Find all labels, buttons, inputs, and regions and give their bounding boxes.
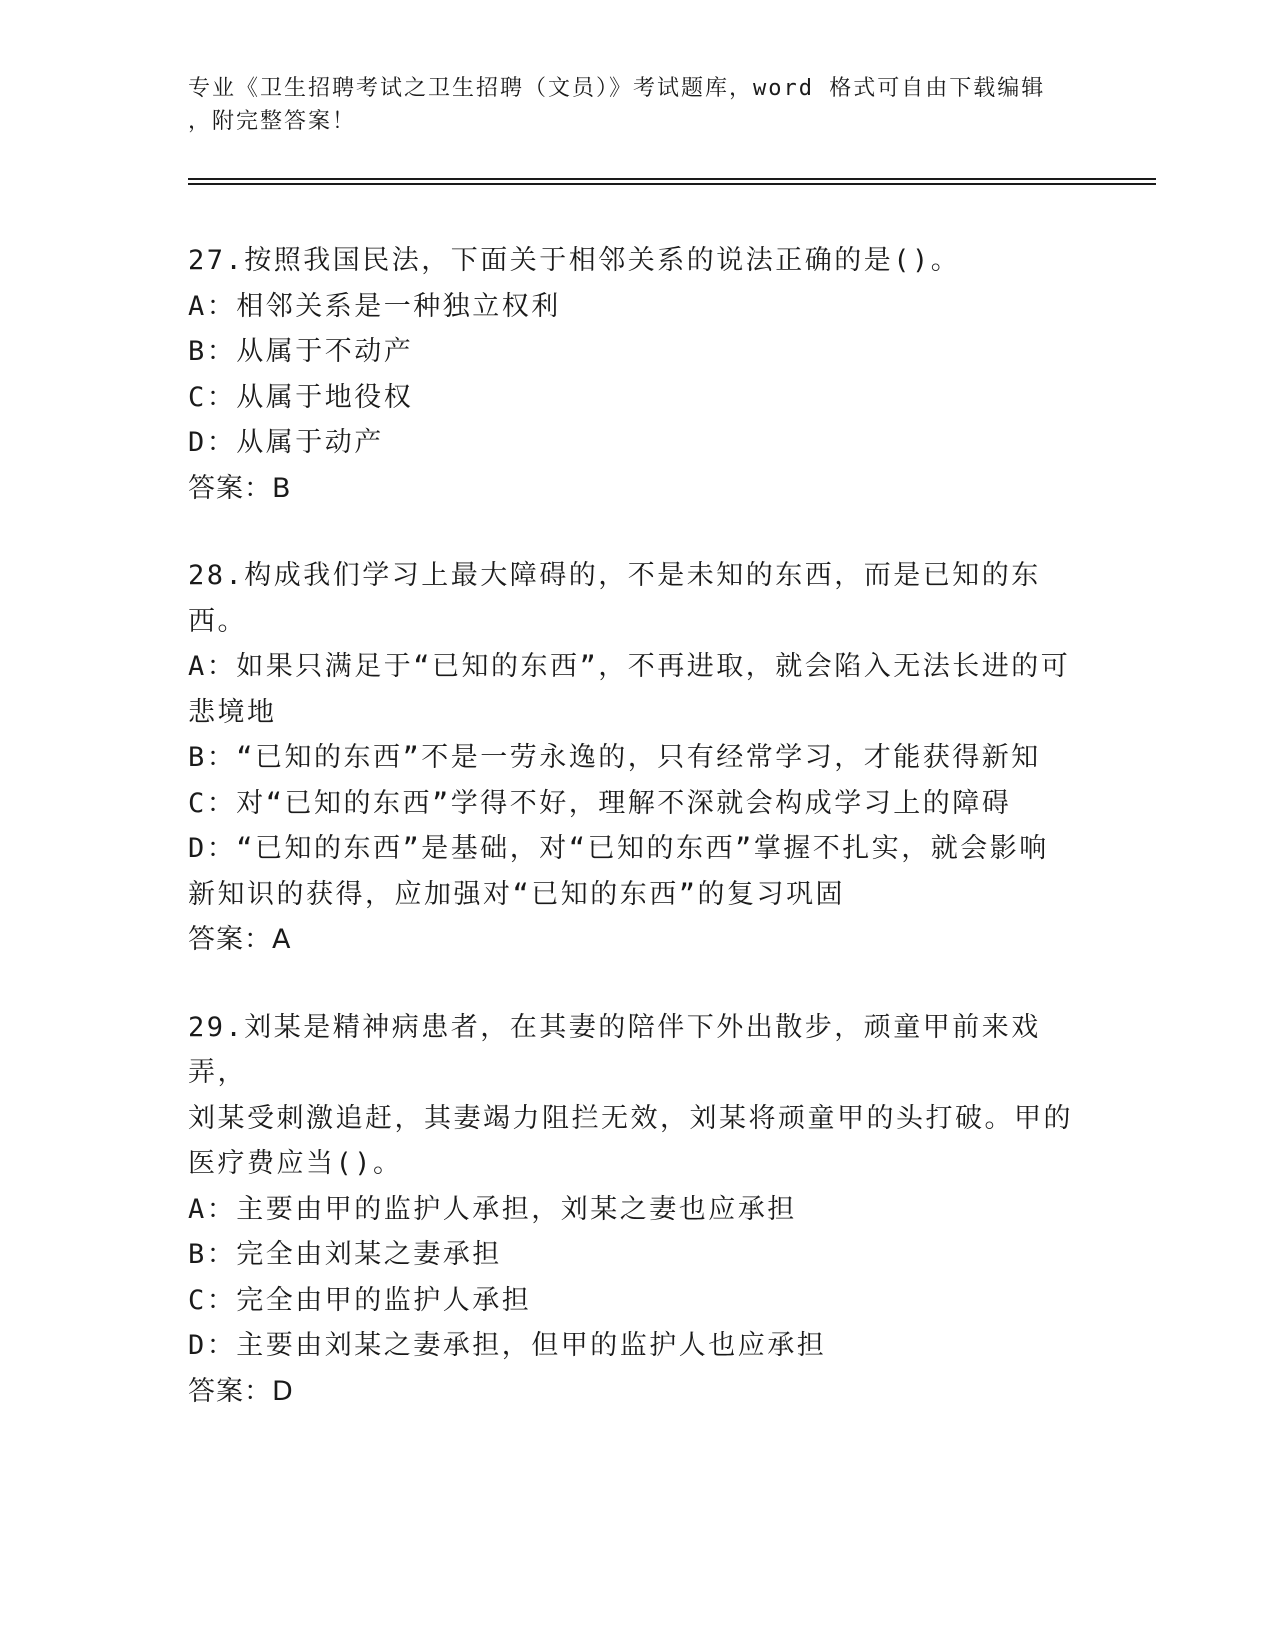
question-stem-continued: 刘某受刺激追赶，其妻竭力阻拦无效，刘某将顽童甲的头打破。甲的	[188, 1102, 1073, 1134]
option-c: C：对“已知的东西”学得不好，理解不深就会构成学习上的障碍	[188, 787, 1012, 819]
question-27	[188, 238, 1088, 511]
header-line-2: ，附完整答案！	[188, 109, 357, 134]
question-stem: 28.构成我们学习上最大障碍的，不是未知的东西，而是已知的东西。	[188, 560, 1041, 637]
option-d-continued: 新知识的获得，应加强对“已知的东西”的复习巩固	[188, 878, 846, 910]
question-28	[188, 553, 1088, 963]
option-d: D：“已知的东西”是基础，对“已知的东西”掌握不扎实，就会影响	[188, 833, 1049, 864]
question-stem-continued: 医疗费应当()。	[188, 1148, 403, 1179]
option-c: C：从属于地役权	[188, 381, 414, 413]
option-b: B：从属于不动产	[188, 336, 414, 367]
question-stem: 27.按照我国民法，下面关于相邻关系的说法正确的是()。	[188, 245, 961, 276]
question-list	[188, 238, 1088, 1456]
option-a: A：相邻关系是一种独立权利	[188, 290, 561, 322]
document-header	[188, 72, 1068, 138]
option-a: A：如果只满足于“已知的东西”，不再进取，就会陷入无法长进的可	[188, 651, 1071, 682]
option-b: B：完全由刘某之妻承担	[188, 1239, 502, 1270]
answer-label: 答案：A	[188, 924, 292, 955]
option-a: A：主要由甲的监护人承担，刘某之妻也应承担	[188, 1193, 797, 1225]
option-a-continued: 悲境地	[188, 696, 277, 728]
answer-label: 答案：B	[188, 472, 292, 504]
question-29	[188, 1005, 1088, 1415]
option-b: B：“已知的东西”不是一劳永逸的，只有经常学习，才能获得新知	[188, 742, 1041, 773]
option-d: D：主要由刘某之妻承担，但甲的监护人也应承担	[188, 1330, 827, 1361]
question-stem: 29.刘某是精神病患者，在其妻的陪伴下外出散步，顽童甲前来戏弄，	[188, 1011, 1041, 1088]
option-d: D：从属于动产	[188, 427, 384, 458]
header-divider-bottom	[188, 183, 1156, 185]
answer-label: 答案：D	[188, 1375, 294, 1407]
header-line-1: 专业《卫生招聘考试之卫生招聘（文员）》考试题库，word 格式可自由下载编辑	[188, 76, 1046, 101]
header-divider-top	[188, 178, 1156, 180]
option-c: C：完全由甲的监护人承担	[188, 1284, 532, 1316]
